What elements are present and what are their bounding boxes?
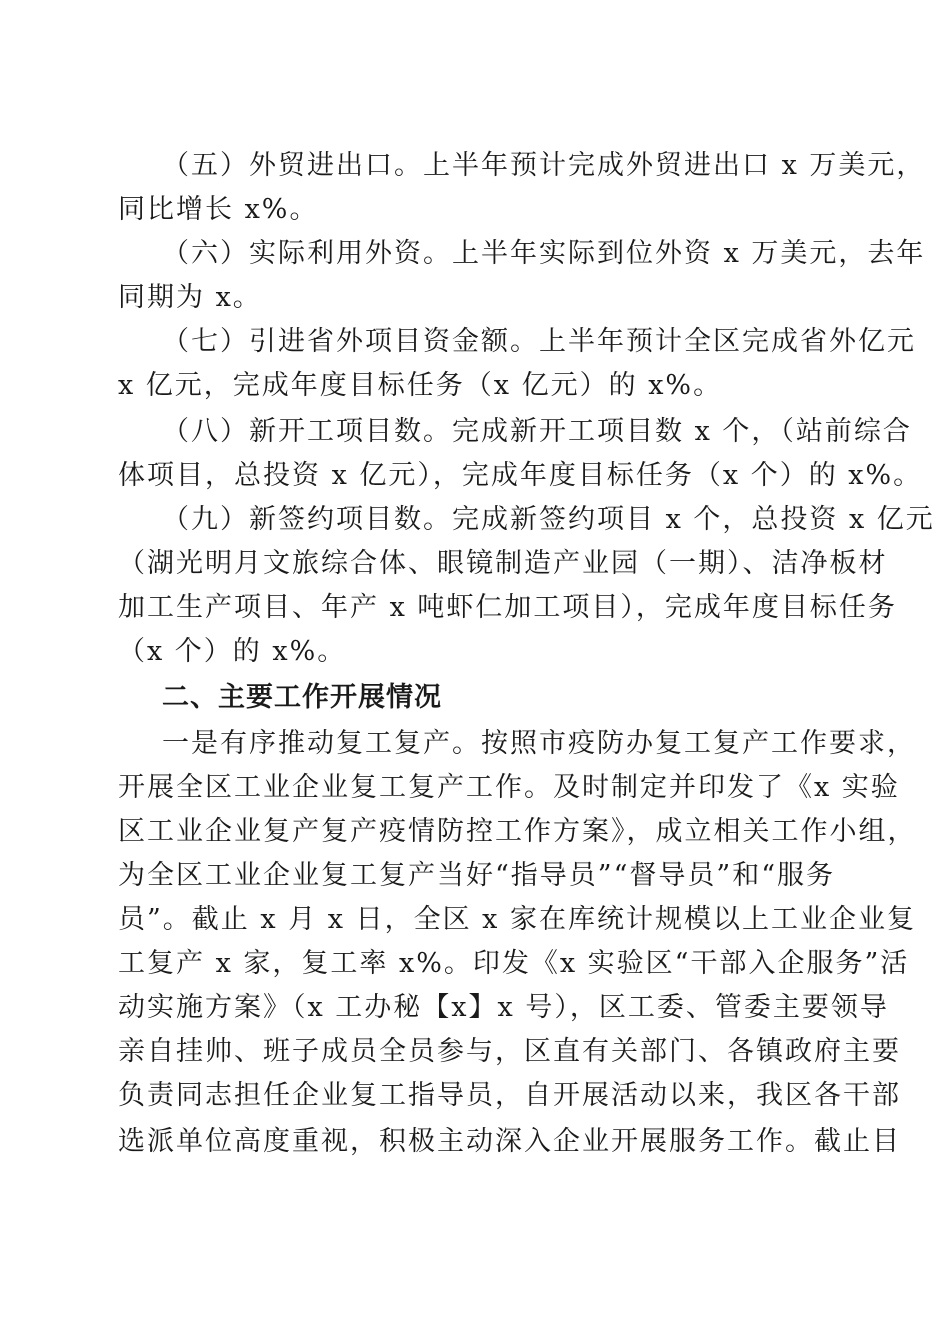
paragraph-line: （九）新签约项目数。完成新签约项目 x 个，总投资 x 亿元 [162,504,935,535]
paragraph-line: （五）外贸进出口。上半年预计完成外贸进出口 x 万美元， [162,150,926,181]
paragraph-line: 员”。截止 x 月 x 日，全区 x 家在库统计规模以上工业企业复 [118,904,916,935]
paragraph-line: （湖光明月文旅综合体、眼镜制造产业园（一期）、洁净板材 [118,548,888,579]
paragraph-line: 选派单位高度重视，积极主动深入企业开展服务工作。截止目 [118,1126,901,1157]
paragraph-line: 负责同志担任企业复工指导员，自开展活动以来，我区各干部 [118,1080,901,1111]
paragraph-line: （x 个）的 x%。 [118,636,347,667]
paragraph-line: 动实施方案》（x 工办秘【x】x 号），区工委、管委主要领导 [118,992,889,1023]
paragraph-line: 体项目，总投资 x 亿元），完成年度目标任务（x 个）的 x%。 [118,460,923,491]
paragraph-line: 区工业企业复产复产疫情防控工作方案》，成立相关工作小组， [118,816,917,847]
paragraph-line: 为全区工业企业复工复产当好“指导员”“督导员”和“服务 [118,860,836,891]
paragraph-line: 加工生产项目、年产 x 吨虾仁加工项目），完成年度目标任务 [118,592,897,623]
paragraph-line: 同期为 x。 [118,282,262,313]
section-heading: 二、主要工作开展情况 [162,682,442,713]
paragraph-line: x 亿元，完成年度目标任务（x 亿元）的 x%。 [118,370,723,401]
paragraph-line: 开展全区工业企业复工复产工作。及时制定并印发了《x 实验 [118,772,900,803]
paragraph-line: 亲自挂帅、班子成员全员参与，区直有关部门、各镇政府主要 [118,1036,901,1067]
paragraph-line: （七）引进省外项目资金额。上半年预计全区完成省外亿元 [162,326,916,357]
paragraph-line: 同比增长 x%。 [118,194,319,225]
paragraph-line: 工复产 x 家，复工率 x%。印发《x 实验区“干部入企服务”活 [118,948,910,979]
paragraph-line: 一是有序推动复工复产。按照市疫防办复工复产工作要求， [162,728,916,759]
paragraph-line: （八）新开工项目数。完成新开工项目数 x 个，（站前综合 [162,416,912,447]
paragraph-line: （六）实际利用外资。上半年实际到位外资 x 万美元，去年 [162,238,926,269]
